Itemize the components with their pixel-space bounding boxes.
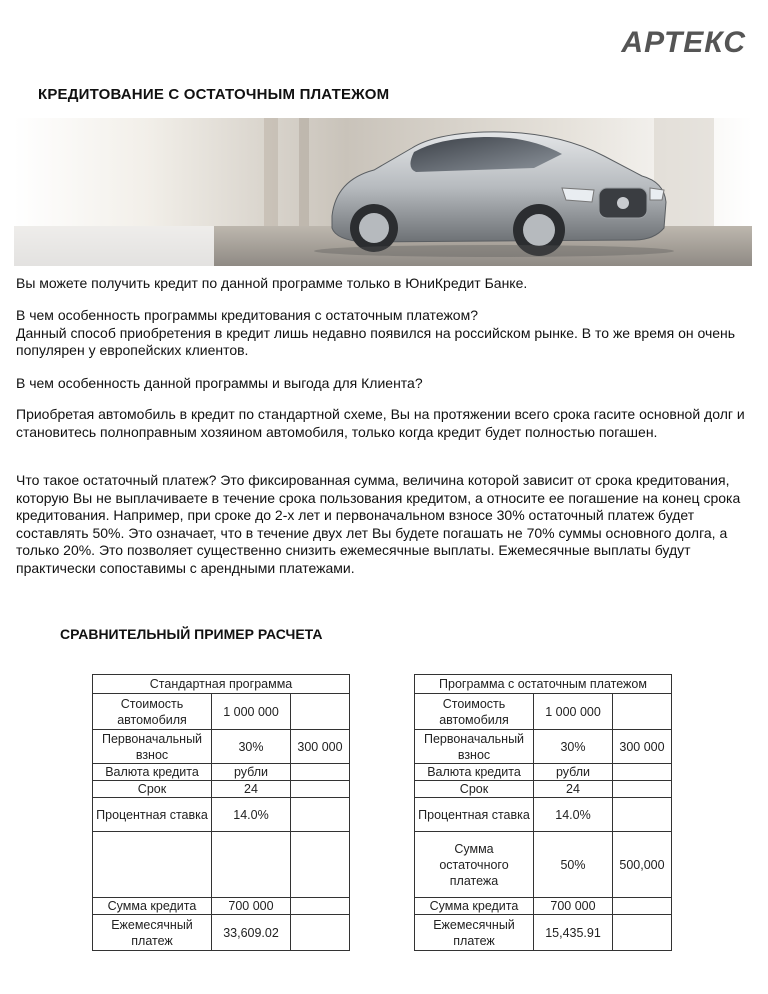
row-value: 24 — [534, 781, 613, 798]
table-row — [93, 694, 350, 730]
row-value: 14.0% — [212, 798, 291, 832]
row-extra: 300 000 — [613, 730, 672, 764]
table-row — [93, 730, 350, 764]
row-extra — [291, 898, 350, 915]
table-row — [93, 915, 350, 951]
row-extra: 500,000 — [613, 832, 672, 898]
row-label: Срок — [93, 781, 212, 798]
row-value: 50% — [534, 832, 613, 898]
row-value: 700 000 — [212, 898, 291, 915]
row-extra — [613, 764, 672, 781]
table-row — [415, 915, 672, 951]
car-banner-image — [14, 118, 752, 266]
table-row — [415, 764, 672, 781]
row-extra — [291, 798, 350, 832]
table-row — [93, 832, 350, 898]
standard-table-header: Стандартная программа — [93, 675, 350, 694]
paragraph-question-1: В чем особенность программы кредитования с остаточным платежом? — [16, 307, 479, 323]
row-label: Процентная ставка — [415, 798, 534, 832]
paragraph-unicredit: Вы можете получить кредит по данной программе только в ЮниКредит Банке. — [16, 275, 528, 291]
paragraph-answer-1: Данный способ приобретения в кредит лишь недавно появился на российском рынке. В то же время он очень популярен у европейских клиентов. — [16, 324, 736, 358]
section-title: СРАВНИТЕЛЬНЫЙ ПРИМЕР РАСЧЕТА — [60, 626, 323, 642]
row-label: Ежемесячный платеж — [93, 915, 212, 951]
row-label: Первоначальный взнос — [415, 730, 534, 764]
row-extra — [291, 832, 350, 898]
row-value: 30% — [534, 730, 613, 764]
row-value: 700 000 — [534, 898, 613, 915]
car-illustration — [14, 118, 752, 266]
row-label: Сумма кредита — [415, 898, 534, 915]
table-row — [415, 730, 672, 764]
standard-program-table — [92, 674, 350, 951]
row-label: Сумма кредита — [93, 898, 212, 915]
row-extra — [291, 781, 350, 798]
row-extra — [613, 898, 672, 915]
table-row — [415, 798, 672, 832]
row-label: Первоначальный взнос — [93, 730, 212, 764]
intro-paragraph — [16, 275, 746, 293]
artex-logo: АРТЕКС — [621, 26, 746, 59]
table-row — [415, 694, 672, 730]
row-value: 30% — [212, 730, 291, 764]
row-value: 1 000 000 — [534, 694, 613, 730]
residual-table-header: Программа с остаточным платежом — [415, 675, 672, 694]
table-row — [415, 781, 672, 798]
row-label — [93, 832, 212, 898]
row-value: 33,609.02 — [212, 915, 291, 951]
row-value: рубли — [212, 764, 291, 781]
feature-block — [16, 307, 746, 360]
row-extra — [613, 694, 672, 730]
row-extra — [291, 764, 350, 781]
residual-payment-block — [16, 472, 746, 577]
row-value: 1 000 000 — [212, 694, 291, 730]
row-label: Ежемесячный платеж — [415, 915, 534, 951]
paragraph-question-2: В чем особенность данной программы и выгода для Клиента? — [16, 375, 423, 391]
row-extra: 300 000 — [291, 730, 350, 764]
row-label: Стоимость автомобиля — [93, 694, 212, 730]
row-label: Стоимость автомобиля — [415, 694, 534, 730]
row-label: Валюта кредита — [415, 764, 534, 781]
row-extra — [613, 915, 672, 951]
row-label: Сумма остаточного платежа — [415, 832, 534, 898]
row-extra — [613, 781, 672, 798]
table-row — [93, 798, 350, 832]
row-value: 24 — [212, 781, 291, 798]
standard-scheme-block — [16, 406, 746, 441]
row-extra — [291, 915, 350, 951]
page-title: КРЕДИТОВАНИЕ С ОСТАТОЧНЫМ ПЛАТЕЖОМ — [38, 86, 390, 103]
row-value: 15,435.91 — [534, 915, 613, 951]
table-row — [415, 898, 672, 915]
table-row — [93, 764, 350, 781]
row-extra — [291, 694, 350, 730]
row-label: Процентная ставка — [93, 798, 212, 832]
paragraph-standard-scheme: Приобретая автомобиль в кредит по стандартной схеме, Вы на протяжении всего срока гасите основной долг и становитесь полноправным хозяином автомобиля, только когда кредит будет полностью погашен. — [16, 406, 745, 440]
row-value — [212, 832, 291, 898]
row-value: рубли — [534, 764, 613, 781]
table-row — [93, 898, 350, 915]
residual-program-table — [414, 674, 672, 951]
row-extra — [613, 798, 672, 832]
benefit-question — [16, 375, 746, 393]
row-label: Валюта кредита — [93, 764, 212, 781]
table-row — [415, 832, 672, 898]
row-label: Срок — [415, 781, 534, 798]
paragraph-residual-payment: Что такое остаточный платеж? Это фиксированная сумма, величина которой зависит от срока кредитования, которую Вы не выплачиваете в течение срока пользования кредитом, а относите ее погашение на конец срока кредитования. Например, при сроке до 2-х лет и первоначальном взносе 30% остаточный платеж будет составлять 50%. Это означает, что в течение двух лет Вы будете погашать не 70% суммы основного долга, а только 20%. Это позволяет существенно снизить ежемесячные выплаты. Ежемесячные выплаты будут практически сопоставимы с арендными платежами. — [16, 472, 741, 576]
table-row — [93, 781, 350, 798]
row-value: 14.0% — [534, 798, 613, 832]
